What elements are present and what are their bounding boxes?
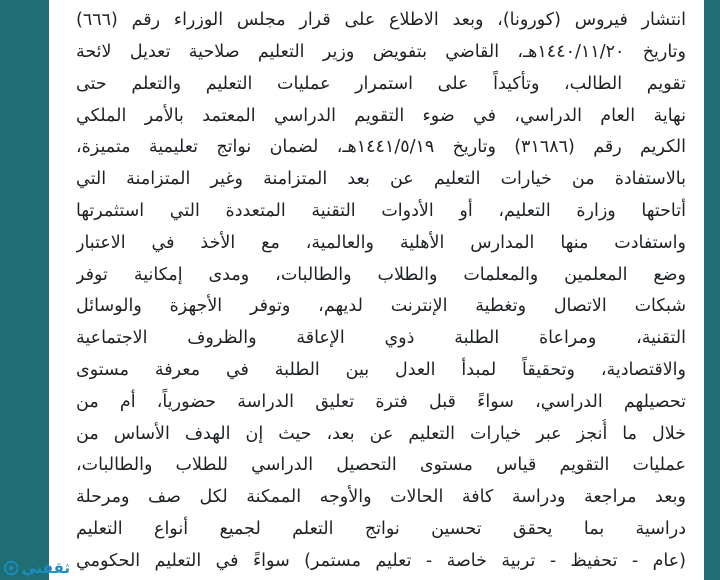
watermark-text: ثقفني [21,559,70,577]
text-line-10: شبكات الاتصال وتغطية الإنترنت لديهم، وتوفر الأجهزة والوسائل [76,296,686,317]
site-watermark [4,556,70,580]
text-line-1: انتشار فيروس (كورونا)، وبعد الاطلاع على قرار مجلس الوزراء رقم (٦٦٦) [76,10,686,30]
text-line-9: وضع المعلمين والمعلمات والطلاب والطالبات، ومدى إمكانية توفر [76,264,686,285]
text-line-14: خلال ما أُنجز عبر خيارات التعليم عن بعد، حيث إن الهدف الأساس من [76,423,686,444]
text-line-13: تحصيلهم الدراسي، سواءً قبل فترة تعليق الدراسة حضورياً، أم من [76,391,686,412]
text-line-16: وبعد مراجعة ودراسة كافة الحالات والأوجه الممكنة لكل صف ومرحلة [76,487,686,508]
text-line-8: واستفادت منها المدارس الأهلية والعالمية، مع الأخذ في الاعتبار [76,232,686,253]
document-page [49,0,704,580]
watermark-logo-icon [4,560,18,576]
text-line-11: التقنية، ومراعاة الطلبة ذوي الإعاقة والظروف الاجتماعية [76,328,686,349]
left-frame-border [0,0,49,580]
text-line-17: دراسية بما يحقق تحسين نواتج التعلم لجميع أنواع التعليم [76,518,686,539]
text-line-3: تقويم الطالب، وتأكيداً على استمرار عمليات التعليم والتعلم حتى [76,73,686,94]
text-line-2: وتاريخ ١٤٤٠/١١/٢٠هـ، القاضي بتفويض وزير التعليم صلاحية تعديل لائحة [76,42,686,62]
text-line-5: الكريم رقم (٣١٦٨٦) وتاريخ ١٤٤١/٥/١٩هـ، لضمان نواتج تعليمية متميزة، [76,137,686,158]
document-text-block [76,0,686,578]
right-frame-border [704,0,720,580]
text-line-4: نهاية العام الدراسي، في ضوء التقويم الدراسي المعتمد بالأمر الملكي [76,105,686,126]
text-line-6: بالاستفادة من خيارات التعليم عن بعد المتزامنة وغير المتزامنة التي [76,169,686,190]
text-line-7: أتاحتها وزارة التعليم، أو الأدوات التقنية المتعددة التي استثمرتها [76,200,686,221]
text-line-12: والاقتصادية، وتحقيقاً لمبدأ العدل بين الطلبة في معرفة مستوى [76,359,686,380]
text-line-15: عمليات التقويم قياس مستوى التحصيل الدراسي للطلاب والطالبات، [76,455,686,476]
text-line-18: (عام - تحفيظ - تربية خاصة - تعليم مستمر) سواءً في التعليم الحكومي [76,550,686,571]
